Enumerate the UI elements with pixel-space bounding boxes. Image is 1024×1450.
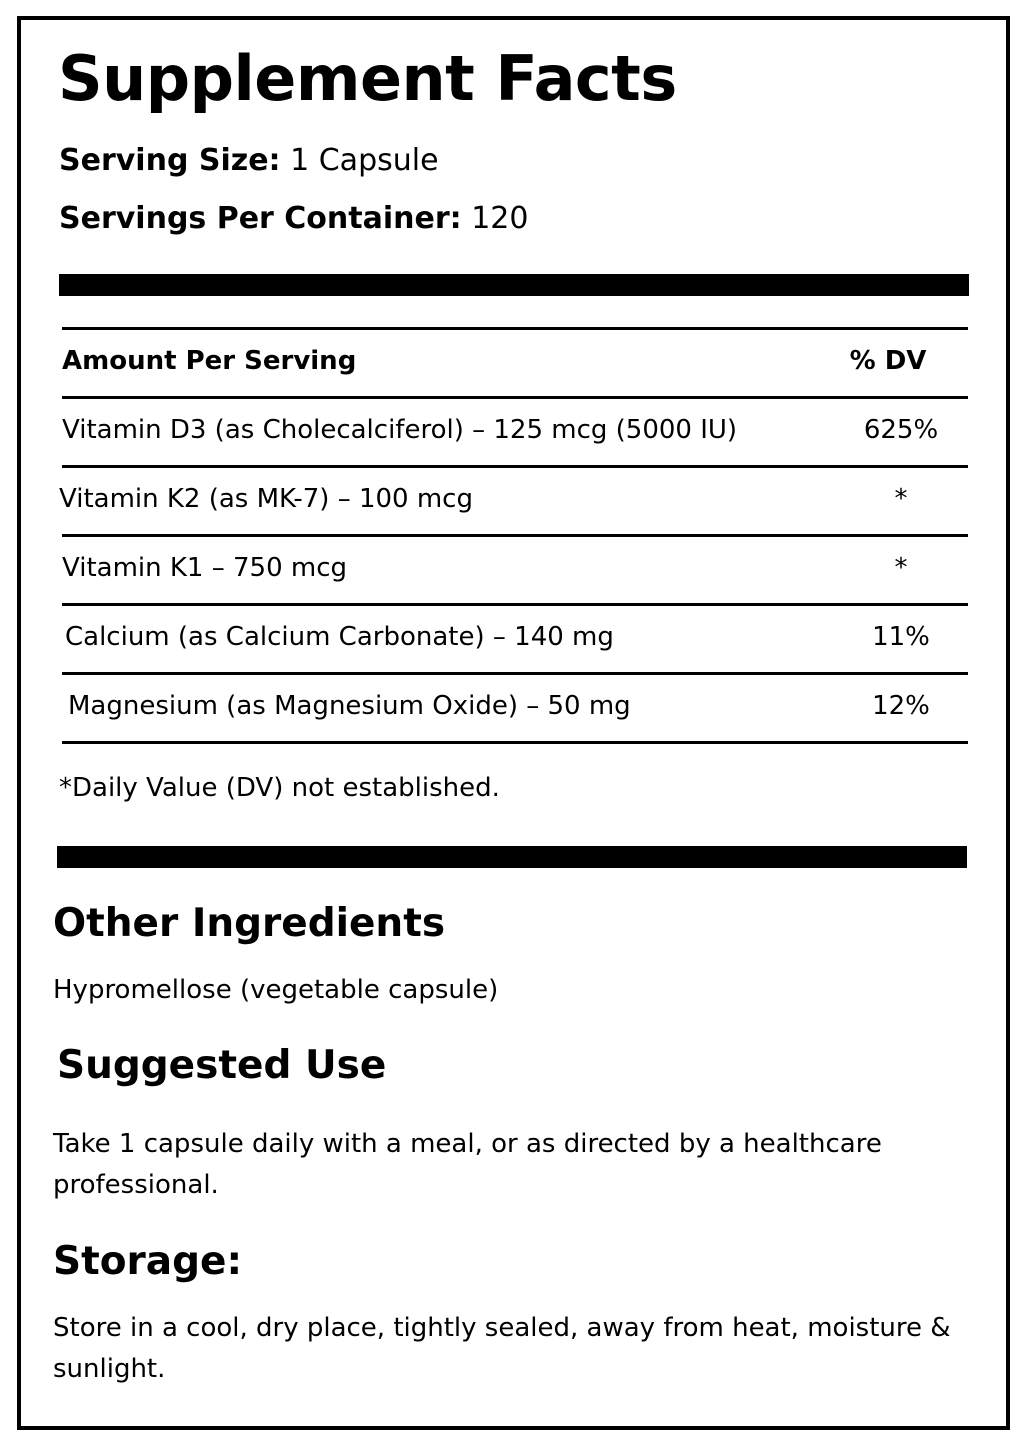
suggested-use-text: Take 1 capsule daily with a meal, or as directed by a healthcare professional.: [53, 1129, 882, 1200]
table-row-dv: *: [894, 553, 908, 583]
servings-per-container-value: 120: [471, 201, 529, 236]
serving-size-label: Serving Size:: [59, 143, 281, 178]
table-row-dv: 625%: [863, 415, 939, 445]
servings-per-container-label: Servings Per Container:: [59, 201, 462, 236]
table-header-dv: % DV: [849, 346, 927, 376]
table-row-nutrient: Vitamin D3 (as Cholecalciferol) – 125 mcg (5000 IU): [62, 415, 738, 445]
table-row-dv: *: [894, 484, 908, 514]
thick-divider-bottom: [57, 846, 967, 868]
table-row-nutrient: Vitamin K1 – 750 mcg: [62, 553, 347, 583]
table-rule: [62, 741, 968, 744]
serving-size-value: 1 Capsule: [290, 143, 439, 178]
table-row-nutrient: Calcium (as Calcium Carbonate) – 140 mg: [65, 622, 614, 652]
table-rule: [62, 465, 968, 468]
other-ingredients-text: Hypromellose (vegetable capsule): [53, 975, 499, 1005]
suggested-use-heading: Suggested Use: [57, 1043, 387, 1088]
other-ingredients-heading: Other Ingredients: [53, 901, 446, 946]
table-header-amount: Amount Per Serving: [62, 346, 357, 376]
serving-size: [59, 143, 439, 179]
table-row-dv: 11%: [872, 622, 930, 652]
table-rule: [62, 672, 968, 675]
table-rule: [62, 327, 968, 330]
page-title: Supplement Facts: [58, 42, 677, 115]
table-row-nutrient: Vitamin K2 (as MK-7) – 100 mcg: [59, 484, 473, 514]
dv-footnote: *Daily Value (DV) not established.: [59, 773, 500, 803]
storage-heading: Storage:: [53, 1239, 243, 1284]
table-row-nutrient: Magnesium (as Magnesium Oxide) – 50 mg: [68, 691, 631, 721]
servings-per-container: [59, 201, 528, 237]
table-row-dv: 12%: [872, 691, 930, 721]
table-rule: [62, 396, 968, 399]
table-rule: [62, 534, 968, 537]
storage-text: Store in a cool, dry place, tightly sealed, away from heat, moisture & sunlight.: [53, 1313, 951, 1384]
table-rule: [62, 603, 968, 606]
thick-divider-top: [59, 274, 969, 296]
